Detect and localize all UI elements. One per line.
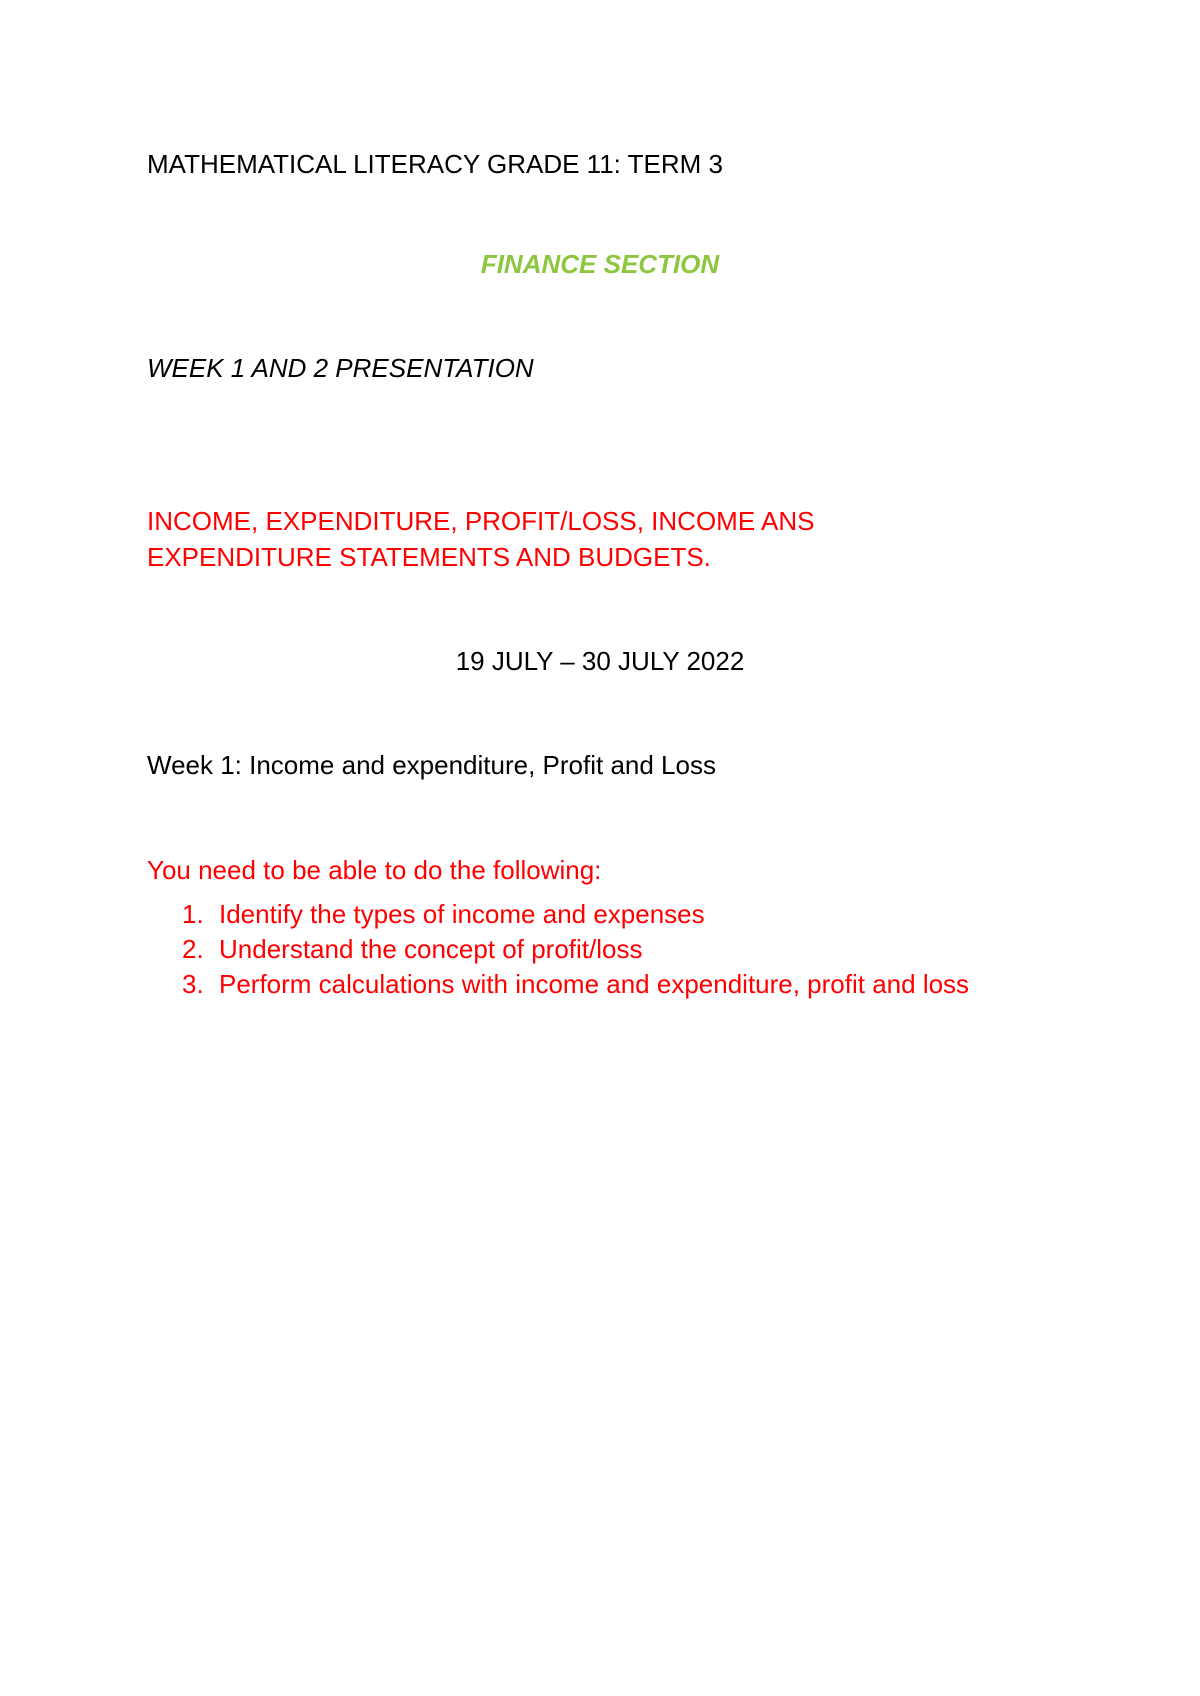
list-item xyxy=(147,932,969,967)
topic-line-2: EXPENDITURE STATEMENTS AND BUDGETS. xyxy=(147,542,711,572)
date-range: 19 JULY – 30 JULY 2022 xyxy=(455,646,745,676)
list-item xyxy=(147,967,969,1002)
objectives-list xyxy=(147,897,969,1002)
list-item-text: Perform calculations with income and expenditure, profit and loss xyxy=(219,969,970,999)
list-item-number: 1. xyxy=(182,899,204,929)
list-item-number: 3. xyxy=(182,969,204,999)
week1-heading: Week 1: Income and expenditure, Profit and Loss xyxy=(147,750,716,780)
topic-line-1: INCOME, EXPENDITURE, PROFIT/LOSS, INCOME ANS xyxy=(147,506,815,536)
list-item xyxy=(147,897,969,932)
list-item-text: Understand the concept of profit/loss xyxy=(219,934,643,964)
course-title: MATHEMATICAL LITERACY GRADE 11: TERM 3 xyxy=(147,149,723,179)
section-title: FINANCE SECTION xyxy=(480,249,720,279)
list-item-number: 2. xyxy=(182,934,204,964)
objectives-intro: You need to be able to do the following: xyxy=(147,855,602,885)
presentation-title: WEEK 1 AND 2 PRESENTATION xyxy=(147,353,534,383)
list-item-text: Identify the types of income and expenses xyxy=(219,899,705,929)
